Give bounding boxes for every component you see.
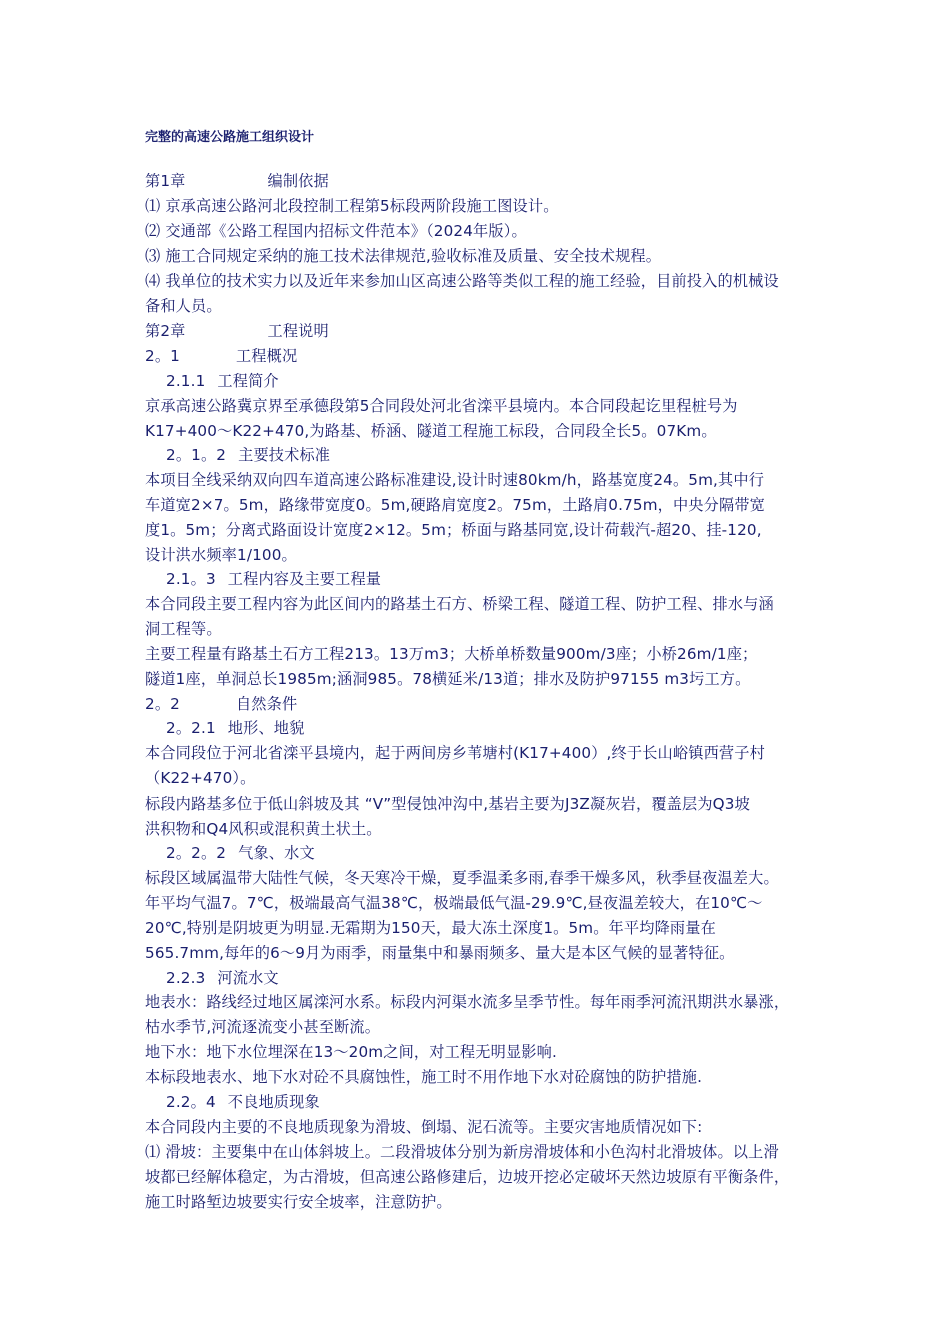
paragraph-line: 20℃,特别是阴坡更为明显.无霜期为150天，最大冻土深度1。5m。年平均降雨量在: [145, 919, 716, 937]
paragraph-line: 本项目全线采纳双向四车道高速公路标准建设,设计时速80km/h，路基宽度24。5m,其中行: [145, 471, 765, 489]
subsection-number: 2.1。3: [166, 570, 216, 588]
paragraph-line: 备和人员。: [145, 297, 222, 315]
paragraph-line: 本合同段内主要的不良地质现象为滑坡、倒塌、泥石流等。主要灾害地质情况如下:: [145, 1118, 703, 1136]
subsection-number: 2.2。4: [166, 1093, 216, 1111]
paragraph-line: 主要工程量有路基土石方工程213。13万m3；大桥单桥数量900m/3座；小桥26m/1座；: [145, 645, 758, 663]
chapter-number: 第2章: [145, 322, 186, 340]
subsection-title: 河流水文: [217, 969, 279, 987]
paragraph-line: 标段区域属温带大陆性气候，冬天寒冷干燥，夏季温柔多雨,春季干燥多风，秋季昼夜温差大。: [145, 869, 779, 887]
paragraph-line: （K22+470）。: [145, 769, 256, 787]
subsection-title: 主要技术标准: [238, 446, 331, 464]
paragraph-line: 本合同段位于河北省滦平县境内，起于两间房乡苇塘村(K17+400）,终于长山峪镇西营子村: [145, 744, 765, 762]
paragraph-line: 565.7mm,每年的6～9月为雨季，雨量集中和暴雨频多、量大是本区气候的显著特征。: [145, 944, 735, 962]
paragraph-line: ⑵ 交通部《公路工程国内招标文件范本》（2024年版）。: [145, 222, 527, 240]
subsection-2-2-3-heading: [166, 966, 279, 990]
chapter-title: 工程说明: [267, 322, 329, 340]
section-title: 工程概况: [235, 347, 298, 365]
chapter-1-heading: [145, 169, 329, 193]
subsection-2-1-2-heading: [166, 443, 330, 467]
paragraph-line: ⑶ 施工合同规定采纳的施工技术法律规范,验收标准及质量、安全技术规程。: [145, 247, 662, 265]
subsection-number: 2。2。2: [166, 844, 227, 862]
paragraph-line: 年平均气温7。7℃，极端最高气温38℃，极端最低气温-29.9℃,昼夜温差较大，在10℃～: [145, 894, 763, 912]
section-number: 2。1: [145, 347, 180, 365]
paragraph-line: ⑷ 我单位的技术实力以及近年来参加山区高速公路等类似工程的施工经验，目前投入的机械设: [145, 272, 779, 290]
subsection-2-2-1-heading: [166, 716, 304, 740]
subsection-number: 2.1.1: [166, 372, 206, 390]
paragraph-line: 本标段地表水、地下水对砼不具腐蚀性，施工时不用作地下水对砼腐蚀的防护措施.: [145, 1068, 703, 1086]
chapter-title: 编制依据: [267, 172, 329, 190]
subsection-title: 不良地质现象: [227, 1093, 320, 1111]
paragraph-line: 车道宽2×7。5m，路缘带宽度0。5m,硬路肩宽度2。75m，土路肩0.75m，中央分隔带宽: [145, 496, 765, 514]
paragraph-line: 施工时路堑边坡要实行安全坡率，注意防护。: [145, 1193, 452, 1211]
section-2-1-heading: [145, 344, 297, 368]
subsection-2-1-3-heading: [166, 567, 381, 591]
subsection-title: 工程简介: [217, 372, 279, 390]
subsection-title: 气象、水文: [238, 844, 315, 862]
paragraph-line: K17+400～K22+470,为路基、桥涵、隧道工程施工标段，合同段全长5。07Km。: [145, 422, 717, 440]
paragraph-line: 本合同段主要工程内容为此区间内的路基土石方、桥梁工程、隧道工程、防护工程、排水与涵: [145, 595, 774, 613]
section-title: 自然条件: [235, 695, 298, 713]
subsection-number: 2。1。2: [166, 446, 227, 464]
paragraph-line: 地下水：地下水位埋深在13～20m之间，对工程无明显影响.: [145, 1043, 557, 1061]
paragraph-line: 坡都已经解体稳定，为古滑坡，但高速公路修建后，边坡开挖必定破坏天然边坡原有平衡条件，: [145, 1168, 790, 1186]
paragraph-line: 京承高速公路冀京界至承德段第5合同段处河北省滦平县境内。本合同段起讫里程桩号为: [145, 397, 738, 415]
paragraph-line: 地表水：路线经过地区属滦河水系。标段内河渠水流多呈季节性。每年雨季河流汛期洪水暴涨，: [145, 993, 790, 1011]
subsection-2-1-1-heading: [166, 369, 279, 393]
chapter-2-heading: [145, 319, 329, 343]
paragraph-line: 洪积物和Q4风积或混积黄土状土。: [145, 820, 382, 838]
paragraph-line: 标段内路基多位于低山斜坡及其 “V”型侵蚀冲沟中,基岩主要为J3Z凝灰岩，覆盖层为Q3坡: [145, 795, 750, 813]
paragraph-line: 枯水季节,河流逐流变小甚至断流。: [145, 1018, 381, 1036]
subsection-2-2-4-heading: [166, 1090, 320, 1114]
paragraph-line: 洞工程等。: [145, 620, 222, 638]
document-title: 完整的高速公路施工组织设计: [145, 130, 315, 145]
paragraph-line: 设计洪水频率1/100。: [145, 546, 297, 564]
paragraph-line: ⑴ 京承高速公路河北段控制工程第5标段两阶段施工图设计。: [145, 197, 559, 215]
section-2-2-heading: [145, 692, 297, 716]
subsection-number: 2.2.3: [166, 969, 206, 987]
subsection-number: 2。2.1: [166, 719, 216, 737]
subsection-title: 地形、地貌: [227, 719, 305, 737]
section-number: 2。2: [145, 695, 180, 713]
chapter-number: 第1章: [145, 172, 186, 190]
paragraph-line: 度1。5m；分离式路面设计宽度2×12。5m；桥面与路基同宽,设计荷载汽-超20、挂-120,: [145, 521, 762, 539]
paragraph-line: ⑴ 滑坡：主要集中在山体斜坡上。二段滑坡体分别为新房滑坡体和小色沟村北滑坡体。以上滑: [145, 1143, 779, 1161]
subsection-2-2-2-heading: [166, 841, 315, 865]
paragraph-line: 隧道1座，单洞总长1985m;涵洞985。78横延米/13道；排水及防护97155 m3圬工方。: [145, 670, 751, 688]
subsection-title: 工程内容及主要工程量: [227, 570, 382, 588]
